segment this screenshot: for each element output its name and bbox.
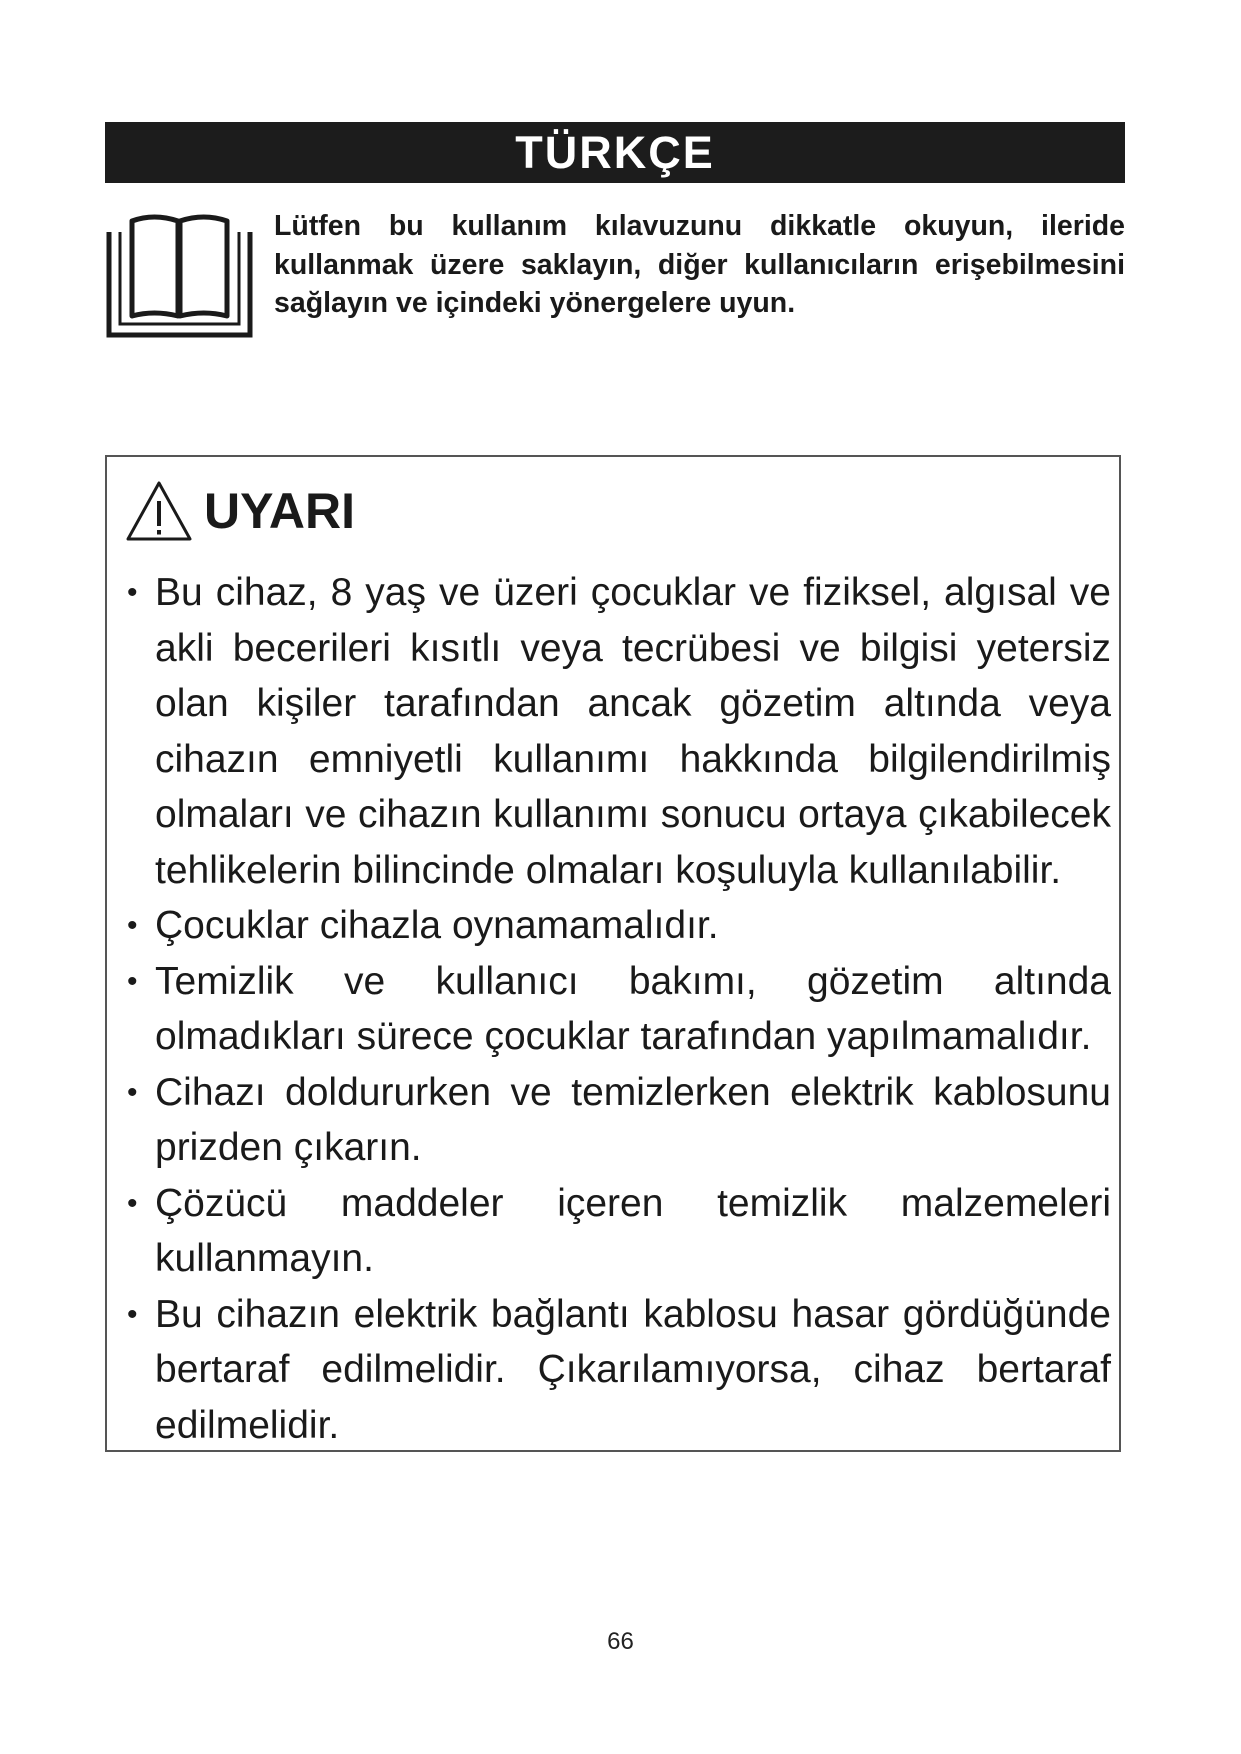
bullet: • <box>127 576 138 609</box>
bullet: • <box>127 1297 138 1331</box>
warning-title: UYARI <box>204 483 355 539</box>
warning-list <box>127 565 1111 1453</box>
intro-instruction-text: Lütfen bu kullanım kılavuzunu dikkatle okuyun, ileride kullanmak üzere saklayın, diğer kullanıcıların erişebilmesini sağlayın ve içindeki yönergelere uyun. <box>274 210 1125 319</box>
warning-header <box>124 479 355 543</box>
warning-item-text: Bu cihaz, 8 yaş ve üzeri çocuklar ve fiziksel, algısal ve akli becerileri kısıtlı veya tecrübesi ve bilgisi yetersiz olan kişiler tarafından ancak gözetim altında veya cihazın emniyetli kullanımı hakkında bilgilendirilmiş olmaları ve cihazın kullanımı sonucu ortaya çıkabilecek tehlikelerin bilincinde olmaları koşuluyla kullanılabilir. <box>155 571 1111 892</box>
bullet: • <box>127 1075 138 1109</box>
warning-item <box>127 1065 1111 1176</box>
warning-item <box>127 565 1111 898</box>
open-book-icon <box>104 212 254 340</box>
warning-triangle-icon <box>124 479 194 543</box>
warning-box <box>105 455 1121 1452</box>
warning-item <box>127 1287 1111 1454</box>
warning-item-text: Temizlik ve kullanıcı bakımı, gözetim altında olmadıkları sürece çocuklar tarafından yapılmamalıdır. <box>155 959 1111 1058</box>
language-title: TÜRKÇE <box>515 127 715 178</box>
page-number: 66 <box>607 1628 634 1655</box>
warning-item-text: Çocuklar cihazla oynamamalıdır. <box>155 904 719 947</box>
bullet: • <box>127 1186 138 1220</box>
warning-item <box>127 1176 1111 1287</box>
bullet: • <box>127 909 138 942</box>
warning-item <box>127 954 1111 1065</box>
bullet: • <box>127 964 138 998</box>
language-header <box>105 122 1125 183</box>
warning-item-text: Bu cihazın elektrik bağlantı kablosu hasar gördüğünde bertaraf edilmelidir. Çıkarılamıyorsa, cihaz bertaraf edilmelidir. <box>155 1292 1111 1447</box>
warning-item-text: Çözücü maddeler içeren temizlik malzemeleri kullanmayın. <box>155 1181 1111 1280</box>
warning-item-text: Cihazı doldururken ve temizlerken elektrik kablosunu prizden çıkarın. <box>155 1070 1111 1169</box>
warning-item <box>127 898 1111 954</box>
